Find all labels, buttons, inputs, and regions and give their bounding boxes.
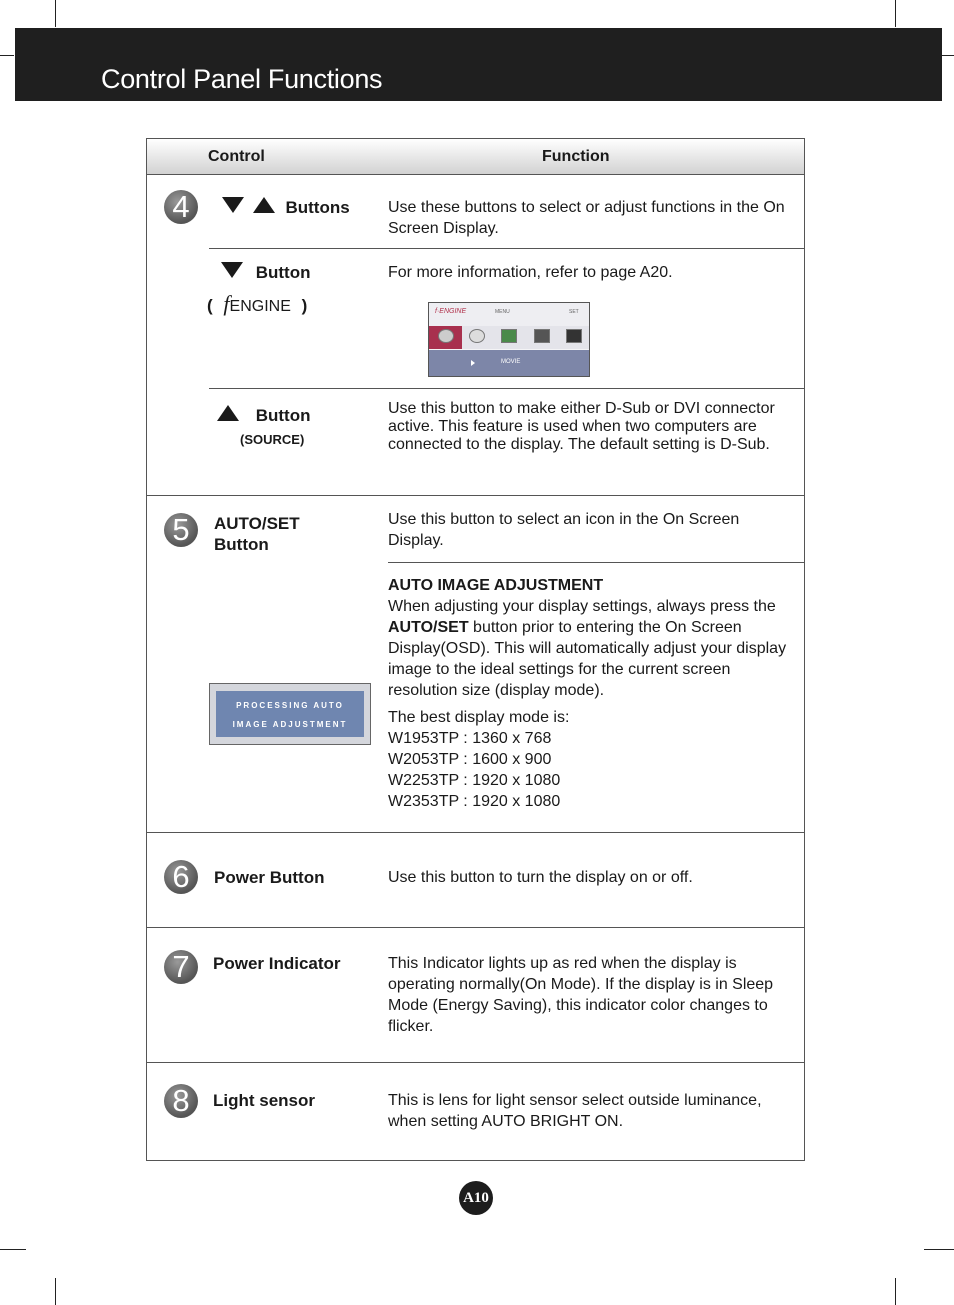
osd-icon xyxy=(501,329,517,343)
page-number-badge: A10 xyxy=(459,1181,493,1215)
mode-item: W2353TP : 1920 x 1080 xyxy=(388,793,561,810)
light-sensor-label: Light sensor xyxy=(213,1091,316,1110)
function-text: Use this button to select an icon in the On Screen Display. xyxy=(388,511,740,549)
power-indicator-label: Power Indicator xyxy=(213,954,341,973)
divider xyxy=(146,495,805,496)
function-text: When adjusting your display settings, always press the AUTO/SET button prior to entering the On Screen Display(OSD). This will automatically adjust your display image to the ideal settings for the current screen resolution size (display mode). xyxy=(388,598,787,699)
number-badge-icon: 7 xyxy=(164,950,198,984)
function-text: Use this button to make either D-Sub or DVI connector active. This feature is used when two computers are connected to the display. The default setting is D-Sub. xyxy=(388,400,775,453)
osd-icon xyxy=(438,329,454,343)
power-button-label: Power Button xyxy=(214,868,325,887)
control-label: Button xyxy=(255,406,311,425)
divider xyxy=(209,388,805,389)
mode-item: W1953TP : 1360 x 768 xyxy=(388,730,552,747)
crop-mark xyxy=(895,0,896,27)
crop-mark xyxy=(942,55,954,56)
number-badge-icon: 8 xyxy=(164,1084,198,1118)
triangle-down-icon xyxy=(221,262,243,278)
mode-item: W2053TP : 1600 x 900 xyxy=(388,751,552,768)
divider xyxy=(388,562,805,563)
function-text: Use this button to turn the display on or off. xyxy=(388,869,693,886)
best-mode-label: The best display mode is: xyxy=(388,709,570,726)
number-badge-icon: 4 xyxy=(164,190,198,224)
mode-item: W2253TP : 1920 x 1080 xyxy=(388,772,561,789)
crop-mark xyxy=(0,55,14,56)
function-text: For more information, refer to page A20. xyxy=(388,264,673,281)
autoset-button-label: AUTO/SET Button xyxy=(214,514,300,554)
function-text: Use these buttons to select or adjust functions in the On Screen Display. xyxy=(388,199,785,237)
control-label: Button xyxy=(255,263,311,282)
osd-icon xyxy=(469,329,485,343)
divider xyxy=(146,927,805,928)
crop-mark xyxy=(0,1249,26,1250)
column-header-function: Function xyxy=(542,148,610,165)
divider xyxy=(146,832,805,833)
osd-icon xyxy=(566,329,582,343)
function-text: This is lens for light sensor select outside luminance, when setting AUTO BRIGHT ON. xyxy=(388,1092,762,1130)
control-label: Buttons xyxy=(285,198,350,217)
divider xyxy=(146,1062,805,1063)
osd-icon xyxy=(534,329,550,343)
triangle-up-icon xyxy=(217,405,239,421)
fengine-label: ( fENGINE ) xyxy=(207,291,308,316)
down-button-label xyxy=(221,262,311,283)
crop-mark xyxy=(895,1278,896,1305)
source-label: (SOURCE) xyxy=(240,432,305,447)
crop-mark xyxy=(55,1278,56,1305)
crop-mark xyxy=(924,1249,954,1250)
triangle-up-icon xyxy=(253,197,275,213)
page-title: Control Panel Functions xyxy=(101,64,383,94)
function-text: This Indicator lights up as red when the display is operating normally(On Mode). If the display is in Sleep Mode (Energy Saving), this indicator color changes to flicker. xyxy=(388,955,774,1035)
triangle-down-icon xyxy=(222,197,244,213)
play-arrow-icon xyxy=(471,360,475,366)
fengine-logo: f xyxy=(223,291,230,316)
divider xyxy=(209,248,805,249)
column-header-control: Control xyxy=(208,148,265,165)
number-badge-icon: 5 xyxy=(164,513,198,547)
processing-auto-image: PROCESSING AUTO IMAGE ADJUSTMENT xyxy=(209,683,371,745)
section-heading: AUTO IMAGE ADJUSTMENT xyxy=(388,577,604,594)
crop-mark xyxy=(55,0,56,27)
table-header xyxy=(147,139,804,175)
updown-buttons-label xyxy=(222,197,350,218)
osd-menu-image: f·ENGINE MENU SET MOVIE xyxy=(428,302,590,377)
up-button-label xyxy=(217,405,311,426)
number-badge-icon: 6 xyxy=(164,860,198,894)
